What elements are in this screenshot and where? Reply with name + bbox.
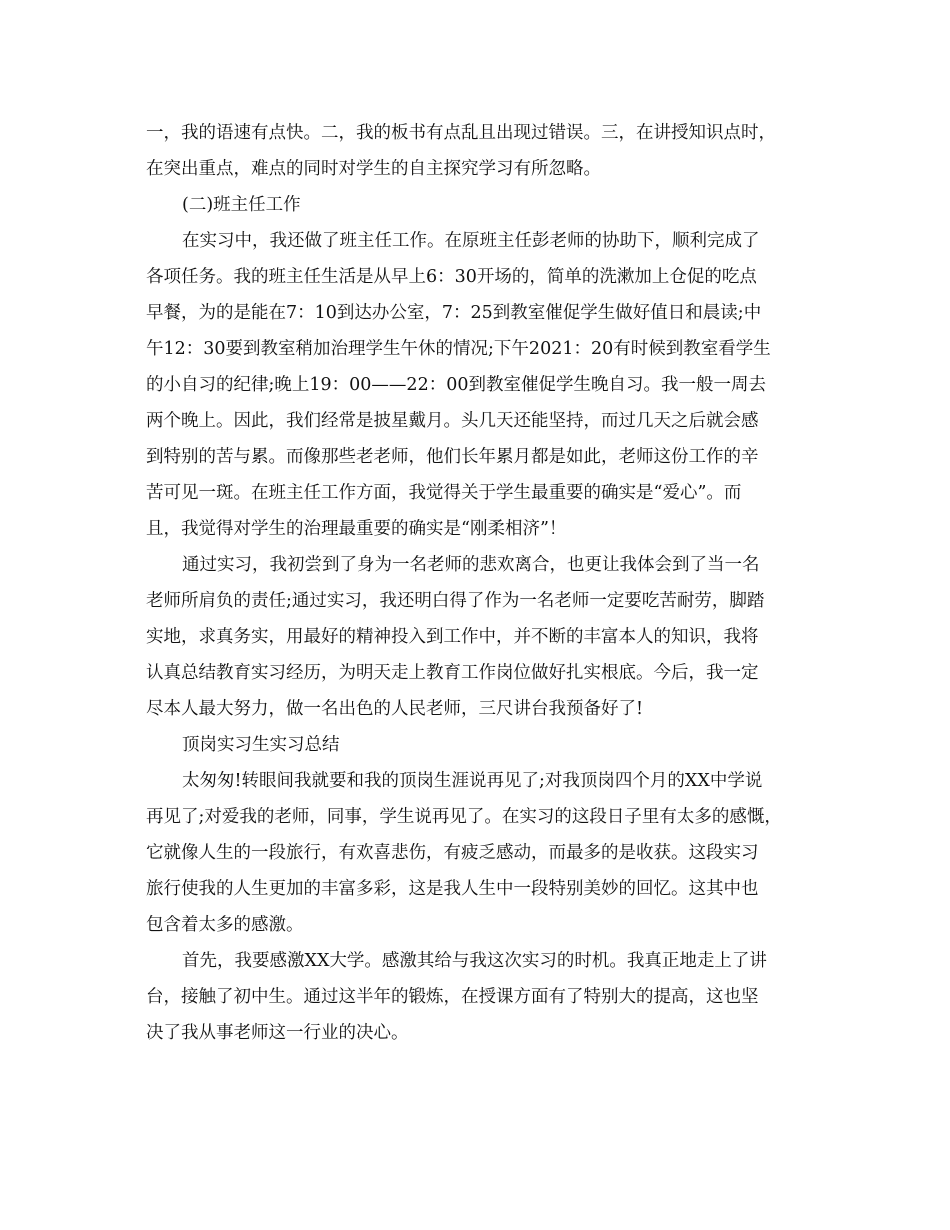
text-line: 实地，求真务实，用最好的精神投入到工作中，并不断的丰富本人的知识，我将 (146, 627, 759, 647)
text-line: 顶岗实习生实习总结 (182, 735, 340, 755)
text-line: 苦可见一斑。在班主任工作方面，我觉得关于学生最重要的确实是“爱心”。而 (146, 483, 742, 503)
text-line: 旅行使我的人生更加的丰富多彩，这是我人生中一段特别美妙的回忆。这其中也 (146, 879, 759, 899)
text-line: 包含着太多的感激。 (146, 915, 304, 935)
text-line: 一，我的语速有点快。二，我的板书有点乱且出现过错误。三，在讲授知识点时， (146, 123, 776, 143)
text-line: 在实习中，我还做了班主任工作。在原班主任彭老师的协助下，顺利完成了 (182, 231, 760, 251)
text-line: 决了我从事老师这一行业的决心。 (146, 1023, 409, 1043)
text-line: 它就像人生的一段旅行，有欢喜悲伤，有疲乏感动，而最多的是收获。这段实习 (146, 843, 759, 863)
text-line: 台，接触了初中生。通过这半年的锻炼，在授课方面有了特别大的提高，这也坚 (146, 987, 759, 1007)
text-line: 首先，我要感激XX大学。感激其给与我这次实习的时机。我真正地走上了讲 (182, 951, 767, 971)
text-line: 再见了;对爱我的老师，同事，学生说再见了。在实习的这段日子里有太多的感慨， (146, 807, 782, 827)
text-line: (二)班主任工作 (182, 195, 301, 215)
text-line: 老师所肩负的责任;通过实习，我还明白得了作为一名老师一定要吃苦耐劳，脚踏 (146, 591, 765, 611)
document-body (146, 115, 818, 1051)
text-line: 通过实习，我初尝到了身为一名老师的悲欢离合，也更让我体会到了当一名 (182, 555, 760, 575)
text-line: 午12：30要到教室稍加治理学生午休的情况;下午2021：20有时候到教室看学生 (146, 339, 771, 359)
text-line: 各项任务。我的班主任生活是从早上6：30开场的，简单的洗漱加上仓促的吃点 (146, 267, 757, 287)
text-line: 认真总结教育实习经历，为明天走上教育工作岗位做好扎实根底。今后，我一定 (146, 663, 759, 683)
text-line: 太匆匆!转眼间我就要和我的顶岗生涯说再见了;对我顶岗四个月的XX中学说 (182, 771, 763, 791)
text-line: 两个晚上。因此，我们经常是披星戴月。头几天还能坚持，而过几天之后就会感 (146, 411, 759, 431)
text-line: 到特别的苦与累。而像那些老老师，他们长年累月都是如此，老师这份工作的辛 (146, 447, 759, 467)
text-line: 的小自习的纪律;晚上19：00——22：00到教室催促学生晚自习。我一般一周去 (146, 375, 766, 395)
text-line: 且，我觉得对学生的治理最重要的确实是“刚柔相济”！ (146, 519, 567, 539)
text-line: 尽本人最大努力，做一名出色的人民老师，三尺讲台我预备好了! (146, 699, 644, 719)
text-line: 早餐，为的是能在7：10到达办公室，7：25到教室催促学生做好值日和晨读;中 (146, 303, 762, 323)
text-line: 在突出重点，难点的同时对学生的自主探究学习有所忽略。 (146, 159, 601, 179)
